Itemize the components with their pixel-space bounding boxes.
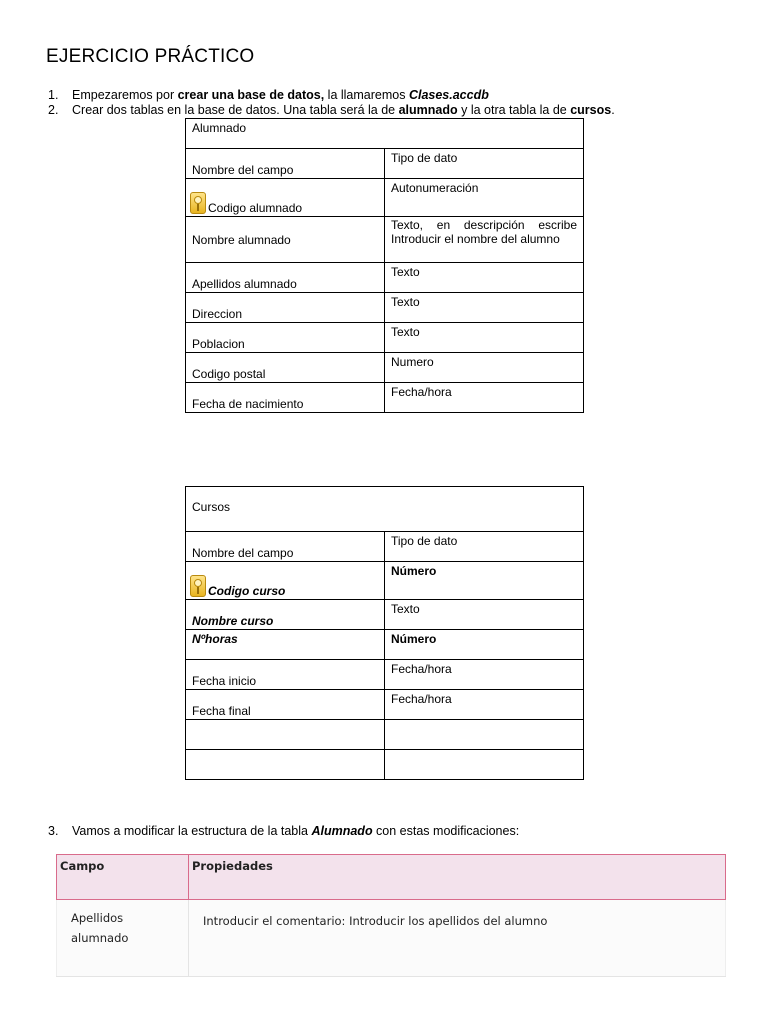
field-name: Poblacion — [192, 337, 245, 351]
field-name: Fecha final — [192, 704, 251, 718]
step-number: 2. — [48, 103, 59, 117]
table-row — [186, 353, 584, 383]
table-row — [186, 630, 584, 660]
table-row — [186, 600, 584, 630]
header-type: Tipo de dato — [391, 151, 458, 165]
field-type: Texto — [391, 295, 420, 309]
step-text: con estas modificaciones: — [372, 824, 520, 838]
empty-cell — [186, 720, 385, 750]
campo-line: Apellidos — [71, 911, 124, 925]
field-name: Fecha de nacimiento — [192, 397, 304, 411]
properties-table — [56, 854, 726, 977]
table-row — [186, 323, 584, 353]
table-row — [186, 660, 584, 690]
step-number: 3. — [48, 824, 59, 838]
table-row — [186, 690, 584, 720]
step-text: Vamos a modificar la estructura de la tabla — [72, 824, 312, 838]
field-type: Número — [391, 564, 437, 578]
field-name: Fecha inicio — [192, 674, 257, 688]
key-icon — [190, 192, 206, 214]
step-bold-italic: Alumnado — [311, 824, 373, 838]
table-row — [186, 532, 584, 562]
cursos-table — [185, 486, 584, 780]
alumnado-table — [185, 118, 584, 413]
campo-cell — [57, 900, 189, 977]
field-name: Nombre alumnado — [192, 233, 291, 247]
table-caption: Alumnado — [192, 121, 247, 135]
step-text: Empezaremos por — [72, 88, 178, 102]
table-row — [186, 750, 584, 780]
table-row — [186, 720, 584, 750]
step-bold-italic: Clases.accdb — [408, 88, 489, 102]
page-title: EJERCICIO PRÁCTICO — [46, 46, 255, 67]
table-row — [186, 217, 584, 263]
step-text: . — [611, 103, 615, 117]
header-field: Nombre del campo — [192, 546, 294, 560]
step-text: y la otra tabla la de — [457, 103, 571, 117]
field-name: Nombre curso — [192, 614, 274, 628]
table-row — [186, 293, 584, 323]
header-field: Nombre del campo — [192, 163, 294, 177]
step-text: la llamaremos — [324, 88, 409, 102]
field-type: Número — [391, 632, 437, 646]
field-name: Codigo postal — [192, 367, 266, 381]
table-row — [186, 263, 584, 293]
field-name: Nºhoras — [192, 632, 238, 646]
step-bold: alumnado — [398, 103, 458, 117]
field-type: Texto — [391, 325, 420, 339]
field-name: Direccion — [192, 307, 243, 321]
table-caption: Cursos — [192, 500, 231, 514]
field-type: Fecha/hora — [391, 385, 452, 399]
field-type: Texto — [391, 602, 420, 616]
campo-line: alumnado — [71, 931, 129, 945]
field-type: Fecha/hora — [391, 662, 452, 676]
field-type: Texto, en descripción escribe Introducir el nombre del alumno — [391, 218, 577, 246]
empty-cell — [385, 720, 584, 750]
field-name: Apellidos alumnado — [192, 277, 297, 291]
table-row — [186, 562, 584, 600]
field-type: Texto — [391, 265, 420, 279]
field-type: Numero — [391, 355, 434, 369]
field-name: Codigo curso — [208, 584, 286, 598]
step-number: 1. — [48, 88, 59, 102]
column-header-campo: Campo — [57, 855, 189, 900]
table-row — [186, 179, 584, 217]
field-type: Fecha/hora — [391, 692, 452, 706]
key-icon — [190, 575, 206, 597]
step-2 — [48, 103, 615, 117]
step-text: Crear dos tablas en la base de datos. Una tabla será la de — [72, 103, 399, 117]
header-type: Tipo de dato — [391, 534, 458, 548]
table-row — [57, 900, 726, 977]
empty-cell — [385, 750, 584, 780]
empty-cell — [186, 750, 385, 780]
field-type: Autonumeración — [391, 181, 479, 195]
step-1 — [48, 88, 489, 102]
step-bold: cursos — [570, 103, 612, 117]
step-bold: crear una base de datos, — [177, 88, 325, 102]
step-3 — [48, 824, 519, 838]
table-row — [186, 383, 584, 413]
table-header-row — [57, 855, 726, 900]
table-row — [186, 149, 584, 179]
propiedades-cell: Introducir el comentario: Introducir los apellidos del alumno — [189, 900, 726, 977]
field-name: Codigo alumnado — [208, 201, 303, 215]
column-header-propiedades: Propiedades — [189, 855, 726, 900]
